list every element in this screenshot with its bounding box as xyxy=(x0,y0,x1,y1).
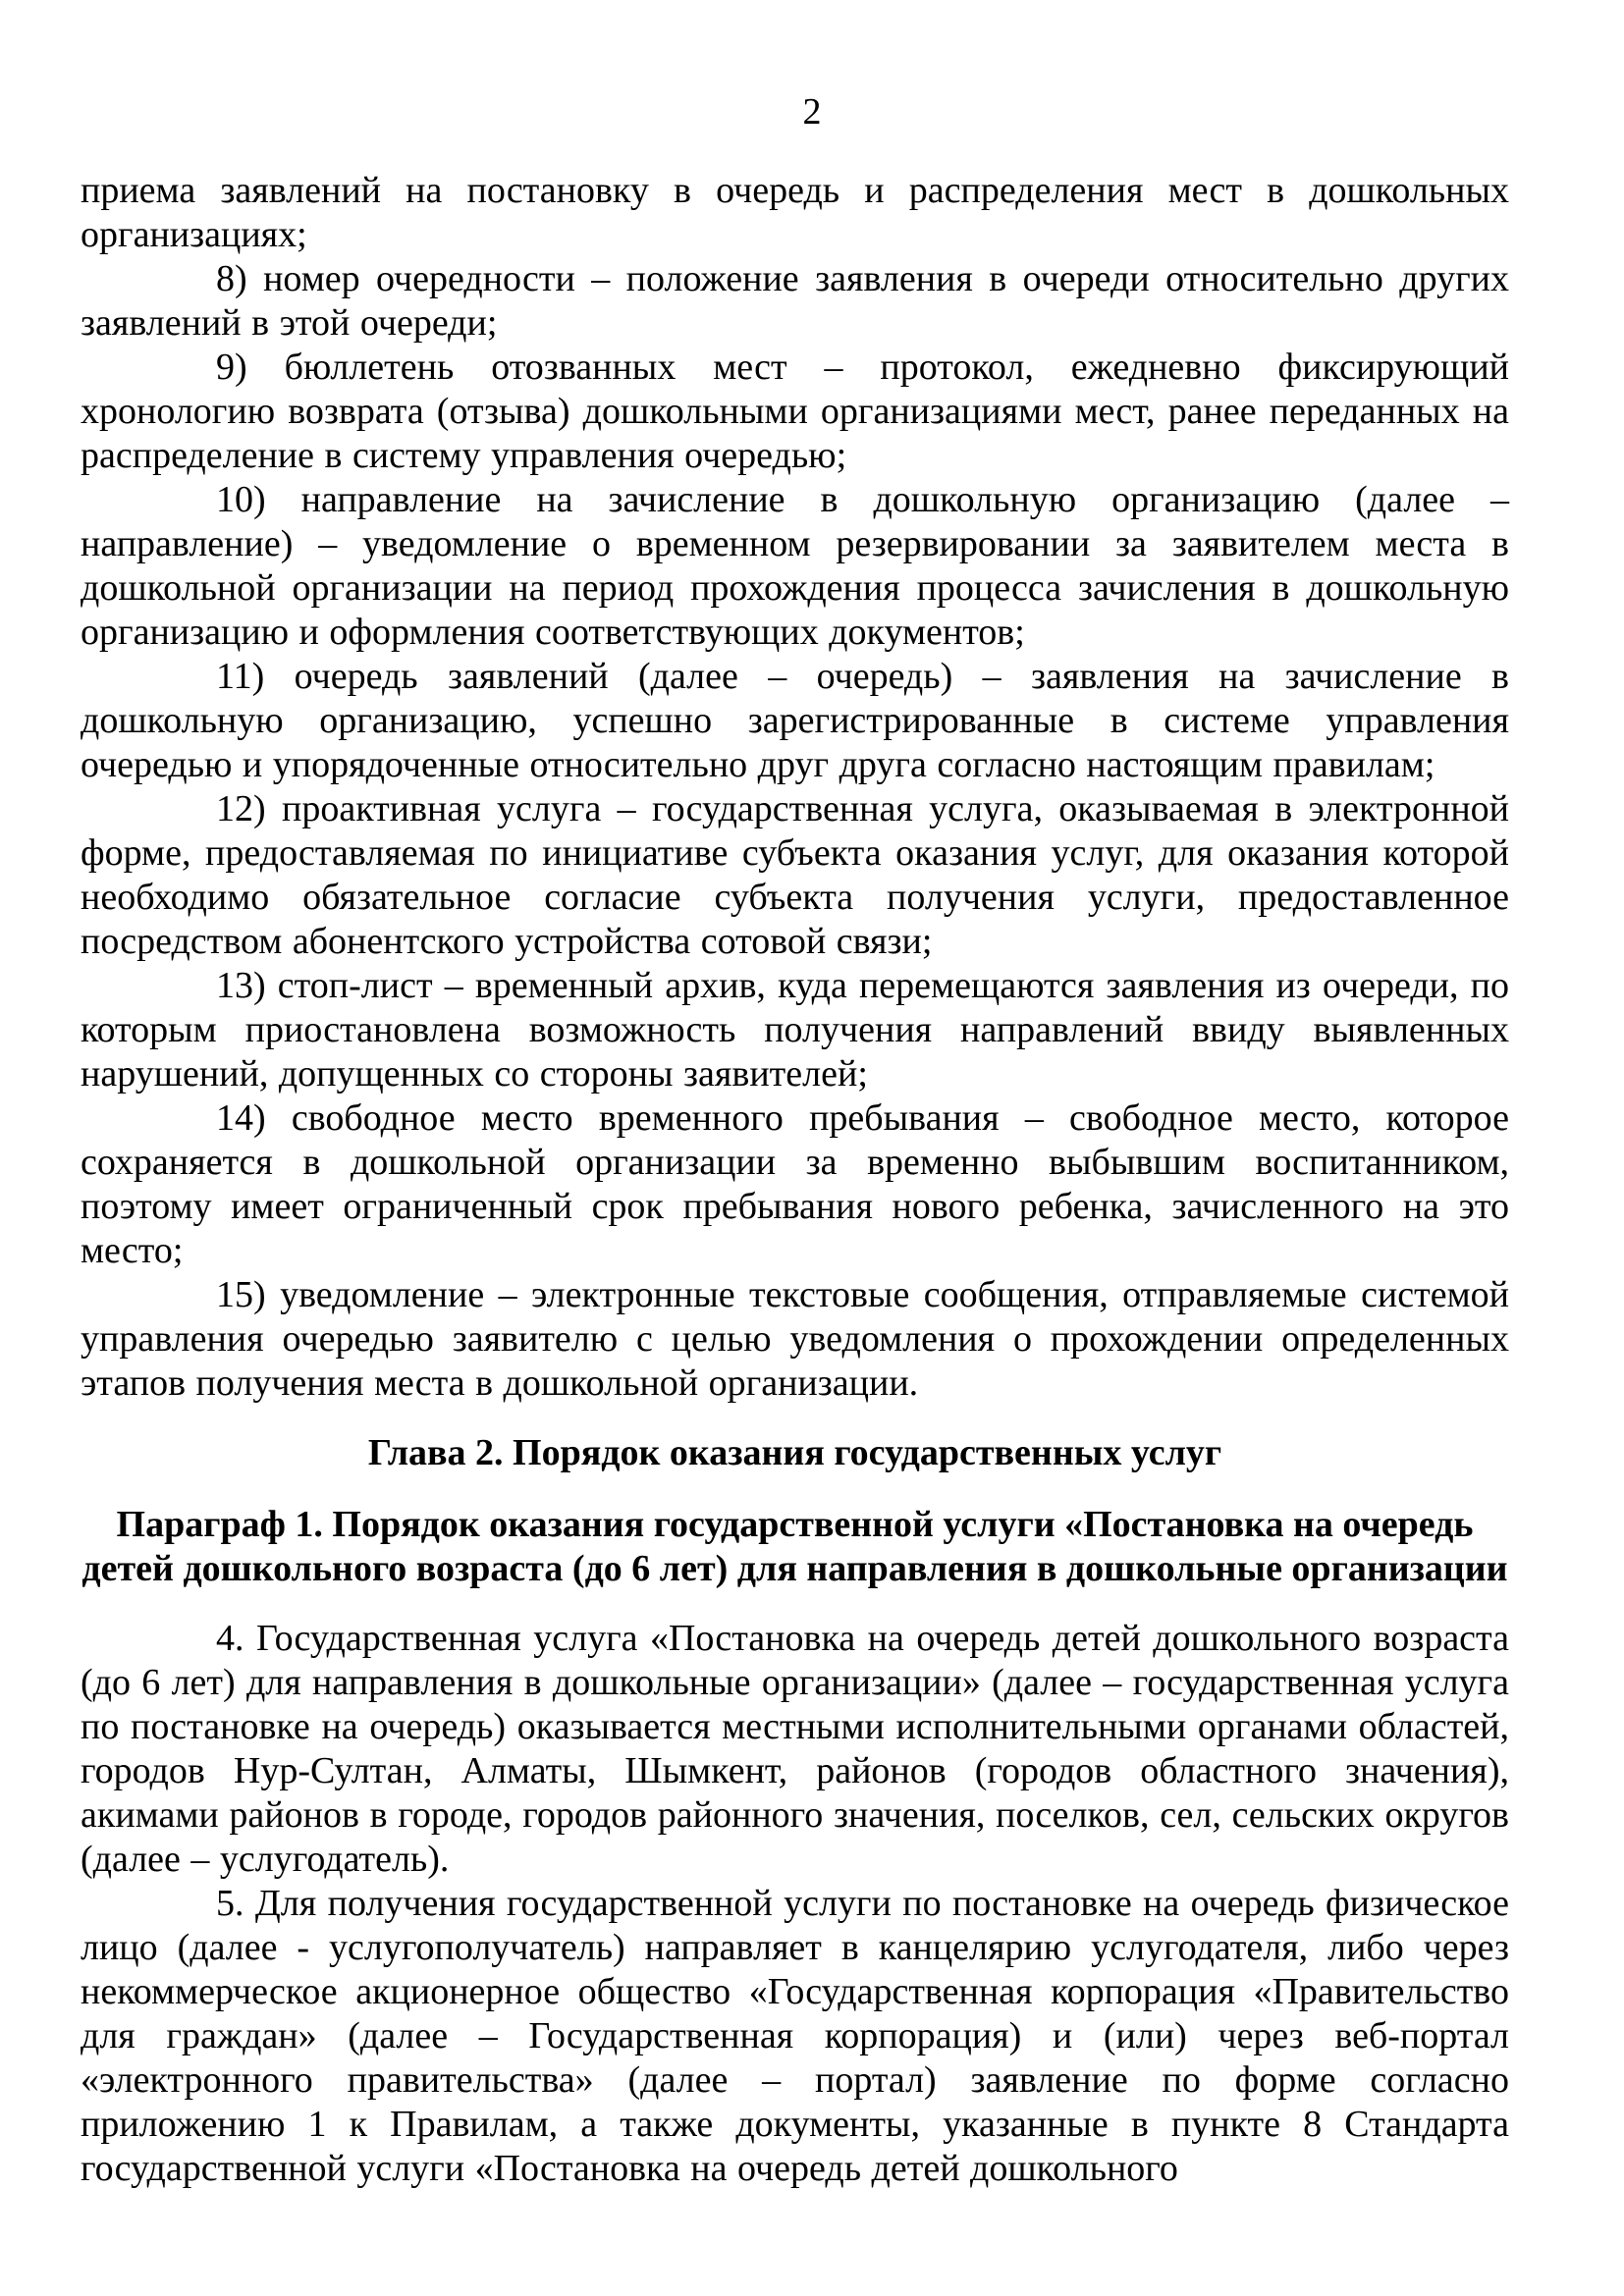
page-number: 2 xyxy=(802,91,822,133)
definition-item-14: 14) свободное место временного пребывания – свободное место, которое сохраняется в дошкольной организации за временно выбывшим воспитанником, поэтому имеет ограниченный срок пребывания нового ребенка, зачисленного на это место; xyxy=(81,1097,1509,1271)
definition-item-12: 12) проактивная услуга – государственная услуга, оказываемая в электронной форме, предоставляемая по инициативе субъекта оказания услуг, для оказания которой необходимо обязательное согласие субъекта получения услуги, предоставленное посредством абонентского устройства сотовой связи; xyxy=(81,788,1509,962)
continuation-paragraph: приема заявлений на постановку в очередь и распределения мест в дошкольных организациях; xyxy=(81,170,1509,255)
definition-item-15: 15) уведомление – электронные текстовые сообщения, отправляемые системой управления очередью заявителю с целью уведомления о прохождении определенных этапов получения места в дошкольной организации. xyxy=(81,1274,1509,1404)
definition-item-9: 9) бюллетень отозванных мест – протокол, ежедневно фиксирующий хронологию возврата (отзыва) дошкольными организациями мест, ранее переданных на распределение в систему управления очередью; xyxy=(81,347,1509,476)
definition-item-11: 11) очередь заявлений (далее – очередь) – заявления на зачисление в дошкольную организацию, успешно зарегистрированные в системе управления очередью и упорядоченные относительно друг друга согласно настоящим правилам; xyxy=(81,656,1509,785)
clause-4-paragraph: 4. Государственная услуга «Постановка на очередь детей дошкольного возраста (до 6 лет) для направления в дошкольные организации» (далее – государственная услуга по постановке на очередь) оказывается местными исполнительными органами областей, городов Нур-Султан, Алматы, Шымкент, районов (городов областного значения), акимами районов в городе, городов районного значения, поселков, сел, сельских округов (далее – услугодатель). xyxy=(81,1618,1509,1880)
page-content xyxy=(81,169,1509,2191)
definition-item-13: 13) стоп-лист – временный архив, куда перемещаются заявления из очереди, по которым приостановлена возможность получения направлений ввиду выявленных нарушений, допущенных со стороны заявителей; xyxy=(81,965,1509,1095)
chapter-heading: Глава 2. Порядок оказания государственных услуг xyxy=(367,1432,1222,1473)
section-heading: Параграф 1. Порядок оказания государственной услуги «Постановка на очередь детей дошкольного возраста (до 6 лет) для направления в дошкольные организации xyxy=(81,1504,1508,1589)
clause-5-paragraph: 5. Для получения государственной услуги по постановке на очередь физическое лицо (далее - услугополучатель) направляет в канцелярию услугодателя, либо через некоммерческое акционерное общество «Государственная корпорация «Правительство для граждан» (далее – Государственная корпорация) и (или) через веб-портал «электронного правительства» (далее – портал) заявление по форме согласно приложению 1 к Правилам, а также документы, указанные в пункте 8 Стандарта государственной услуги «Постановка на очередь детей дошкольного xyxy=(81,1883,1509,2189)
definition-item-8: 8) номер очередности – положение заявления в очереди относительно других заявлений в этой очереди; xyxy=(81,258,1509,344)
definition-item-10: 10) направление на зачисление в дошкольную организацию (далее – направление) – уведомление о временном резервировании за заявителем места в дошкольной организации на период прохождения процесса зачисления в дошкольную организацию и оформления соответствующих документов; xyxy=(81,479,1509,653)
